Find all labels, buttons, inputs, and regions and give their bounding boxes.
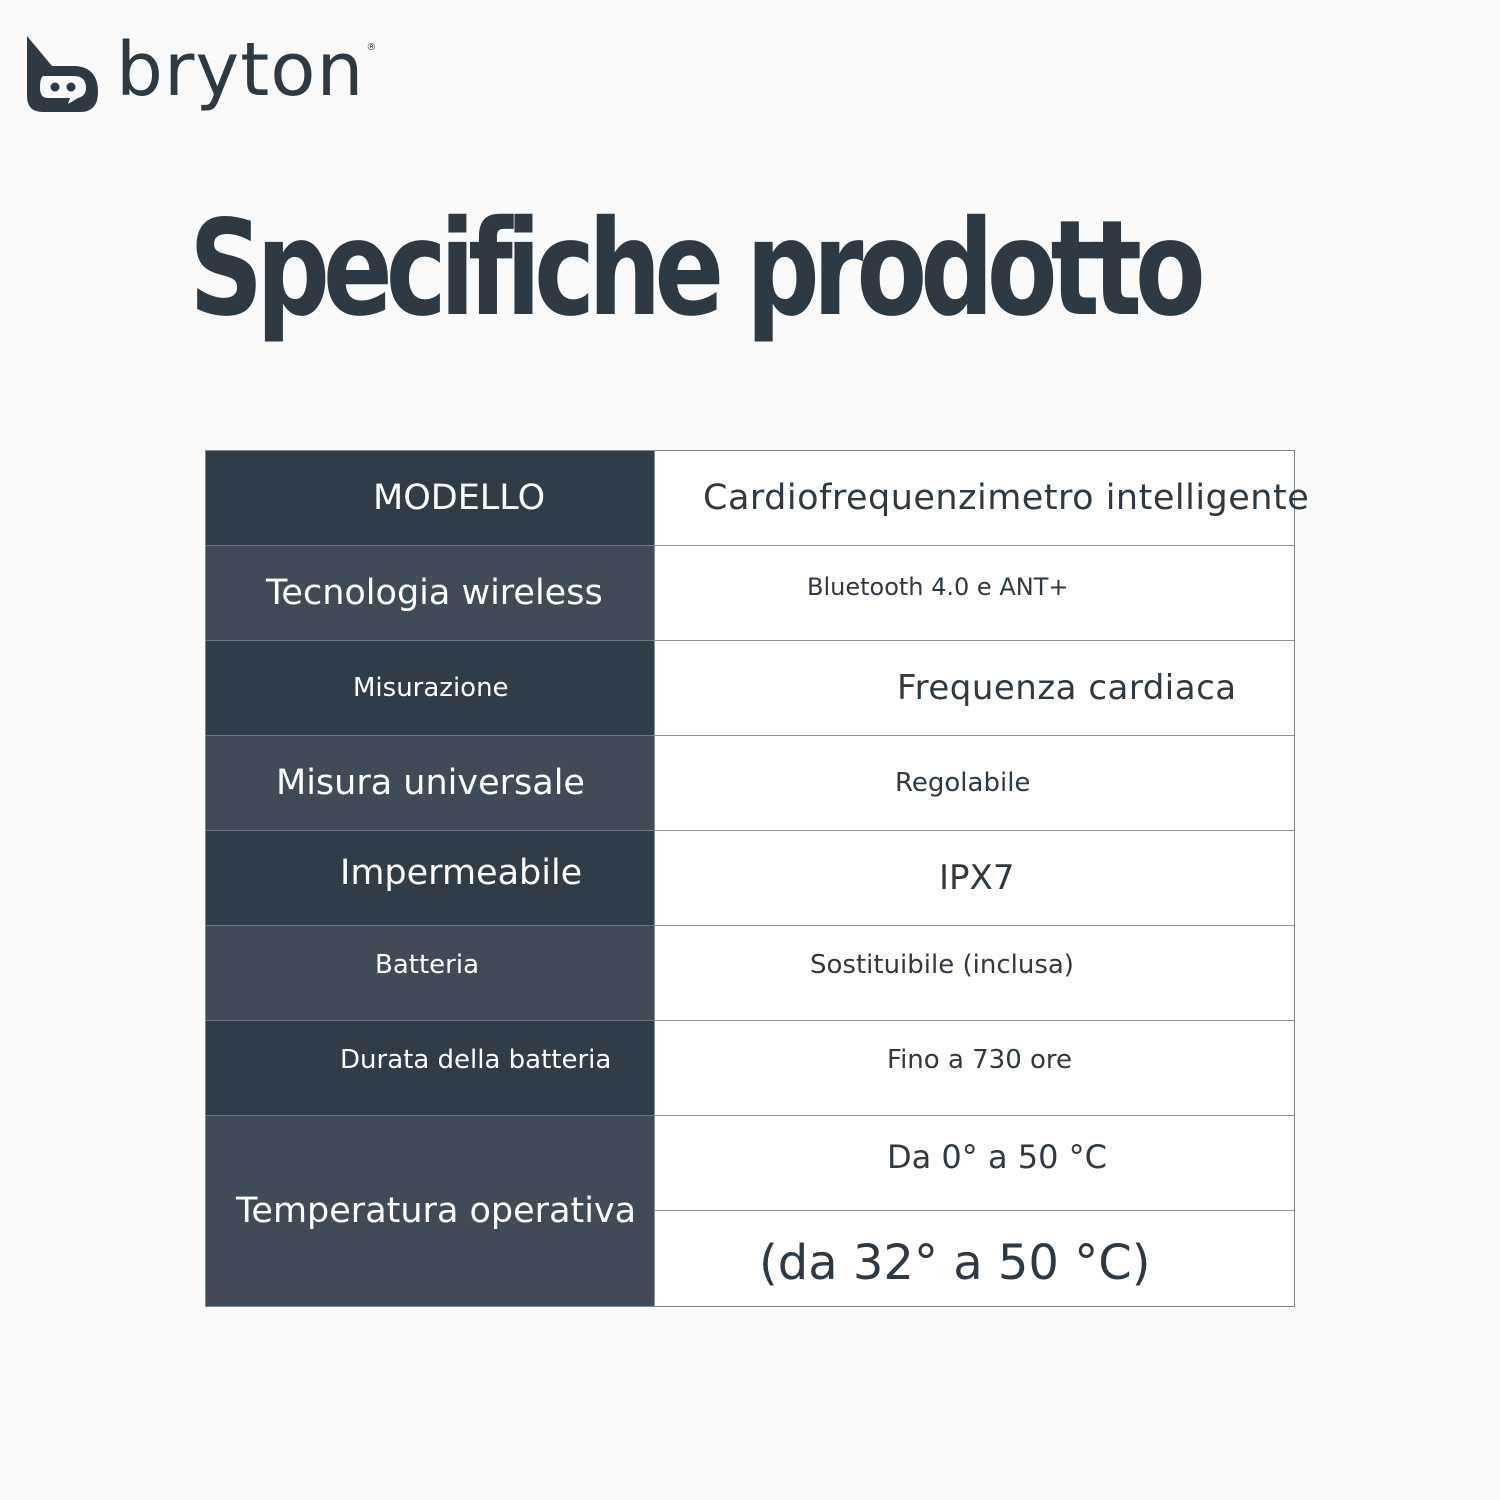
- spec-label-temperature: Temperatura operativa: [206, 1116, 654, 1306]
- spec-value-temperature-c: Da 0° a 50 °C: [654, 1116, 1294, 1211]
- spec-value-size: Regolabile: [654, 736, 1294, 831]
- spec-label-battery: Batteria: [206, 926, 654, 1021]
- brand-logo: [24, 28, 377, 120]
- spec-label-size: Misura universale: [206, 736, 654, 831]
- spec-value-model: Cardiofrequenzimetro intelligente: [654, 451, 1294, 546]
- spec-label-waterproof: Impermeabile: [206, 831, 654, 926]
- registered-mark: ®: [366, 42, 378, 53]
- spec-label-wireless: Tecnologia wireless: [206, 546, 654, 641]
- brand-name: bryton ®: [116, 27, 378, 113]
- spec-table: [205, 450, 1310, 1307]
- spec-value-temperature-alt: (da 32° a 50 °C): [654, 1211, 1294, 1306]
- spec-label-measurement: Misurazione: [206, 641, 654, 736]
- spec-value-battery: Sostituibile (inclusa): [654, 926, 1294, 1021]
- spec-label-battery-life: Durata della batteria: [206, 1021, 654, 1116]
- spec-value-waterproof: IPX7: [654, 831, 1294, 926]
- spec-label-model: MODELLO: [206, 451, 654, 546]
- spec-value-battery-life: Fino a 730 ore: [654, 1021, 1294, 1116]
- spec-value-measurement: Frequenza cardiaca: [654, 641, 1294, 736]
- bryton-owl-icon: [24, 34, 100, 114]
- page-title: Specifiche prodotto: [189, 192, 1199, 346]
- spec-value-wireless: Bluetooth 4.0 e ANT+: [654, 546, 1294, 641]
